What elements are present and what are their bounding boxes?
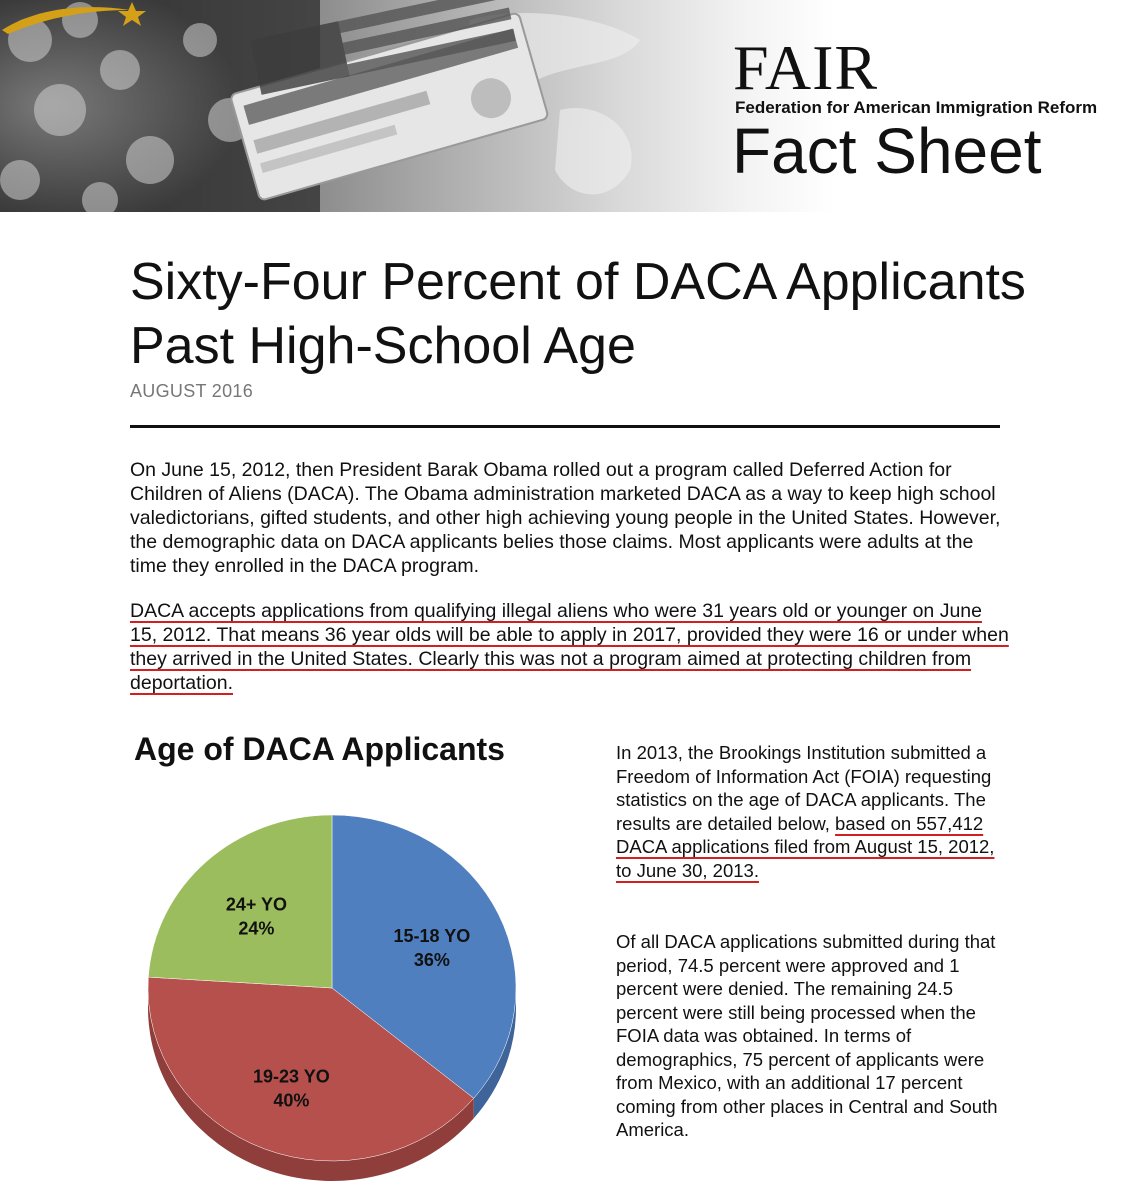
pie-category-label: 24+ YO [225, 894, 288, 915]
chart-title: Age of DACA Applicants [134, 731, 505, 767]
results-paragraph: Of all DACA applications submitted during that period, 74.5 percent were approved and 1 percent were denied. The remaining 24.5 percent were still being processed when the FOIA data was obtained. In terms of demographics, 75 percent of applicants were from Mexico, with an additional 17 percent coming from other places in Central and South America. [616, 931, 998, 1140]
pie-value-label: 36% [413, 949, 450, 970]
intro-paragraph: On June 15, 2012, then President Barak Obama rolled out a program called Deferred Action for Children of Aliens (DACA). The Obama administration marketed DACA as a way to keep high school valedictorians, gifted students, and other high achieving young people in the United States. However, the demographic data on DACA applicants belies those claims. Most applicants were adults at the time they enrolled in the DACA program. [130, 459, 1001, 577]
page-title: Sixty-Four Percent of DACA Applicants Past High-School Age [130, 253, 1026, 375]
pie-value-label: 24% [238, 918, 275, 939]
title-divider [130, 425, 1000, 428]
foia-paragraph [616, 741, 1011, 882]
document-type: Fact Sheet [732, 115, 1042, 187]
fair-logo: FAIR [733, 32, 879, 103]
organization-name: Federation for American Immigration Reform [735, 98, 1098, 117]
foia-underlined-text: based on 557,412 DACA applications filed from August 15, 2012, to June 30, 2013. [616, 812, 995, 881]
eligibility-paragraph: DACA accepts applications from qualifying illegal aliens who were 31 years old or younger on June 15, 2012. That means 36 year olds will be able to apply in 2017, provided they were 16 or under when they arrived in the United States. Clearly this was not a program aimed at protecting children from deportation. [130, 600, 1009, 694]
publication-date: AUGUST 2016 [130, 381, 254, 401]
star-swoosh-icon [0, 0, 150, 36]
pie-value-label: 40% [273, 1090, 310, 1111]
pie-category-label: 15-18 YO [393, 925, 471, 946]
pie-category-label: 19-23 YO [252, 1066, 330, 1087]
age-pie-chart [148, 808, 528, 1198]
header-banner [0, 0, 1129, 212]
foia-lead-text: In 2013, the Brookings Institution submitted a Freedom of Information Act (FOIA) requesting statistics on the age of DACA applicants. The results are detailed below, [616, 742, 992, 834]
